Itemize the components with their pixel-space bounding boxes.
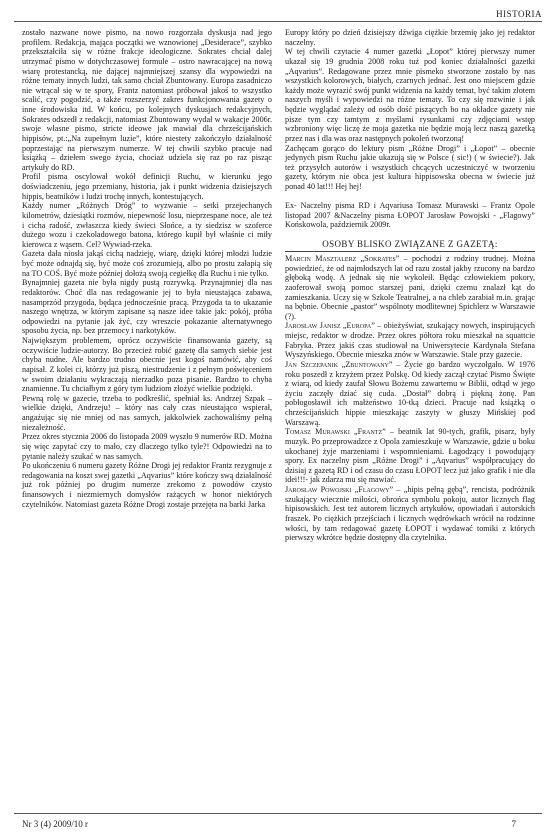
paragraph: zostało nazwane nowe pismo, na nowo rozgorzała dyskusja nad jego profilem. Redakcja, mająca początki we wznowionej „Desiderace”, szybko przekształciła się w różne frakcje ideologiczne. Sokrates chciał dalej utrzymać pismo w dotychczasowej formule – ostro nawracającej na nową wiarę protestancką, nie dającej najmniejszej szansy dla wypowiedzi na różne tematy innych ludzi, tak samo chciał Zbuntowany. Europa zasadniczo nie wtrącał się w te spory, Frantz natomiast próbował jakoś to wszystko scalić, czy pogodzić, a także rozszerzyć zakres funkcjonowania gazety o inne środowiska itd. W końcu, po kolejnych dyskusjach redakcyjnych, Sokrates odszedł z redakcji, natomiast Zbuntowany wydał w wakacje 2006r. swoje własne pismo, stricte ideowe jak mawiał dla chrześcijańskich hippisów, pt.:„Na zupełnym luzie”, które niestety zakończyło działalność poprzestając na pierwszym numerze. W tej chwili szybko pracuje nad książką – dziełem swego życia, chociaż udziela się raz po raz pisząc artykuły do RD. — [22, 28, 272, 172]
paragraph: Europy który po dzień dzisiejszy dźwiga ciężkie brzemię jako jej redaktor naczelny. — [285, 28, 535, 47]
person-name: Tomasz Murawski „Frantz” — [285, 427, 386, 437]
person-name: Jarosław Janisz „Europa” — [285, 321, 375, 331]
paragraph: Profil pisma oscylował wokół definicji Ruchu, w kierunku jego doświadczeniu, jego przemiany, historia, jak i punkt widzenia dzisiejszych hippis, beatników i ludzi trochę innych, kontestujących. — [22, 172, 272, 201]
person-name: Marcin Masztalerz „Sokrates” — [285, 254, 400, 264]
person-entry — [285, 427, 535, 485]
person-entry — [285, 360, 535, 427]
person-description: – obieżyświat, szukający nowych, inspirujących miejsc, redaktor w drodze. Przez okres półtora roku mieszkał na squattcie Fabryka. Przez jakiś czas studiował na Uniwersytecie Kardynała Stefana Wyszyńskiego. Obecnie mieszka znów w Warszawie. Stale przy gazecie. — [285, 321, 535, 360]
person-entry — [285, 321, 535, 360]
section-label: HISTORIA — [496, 9, 542, 19]
paragraph: Pewną rolę w gazecie, trzeba to podkreślić, spełniał ks. Andrzej Szpak – wielkie dzięki, Andrzeju! – który nas cały czas nieustająco wspierał, angażując się nie mniej od nas samych, jakkolwiek zachowaliśmy pełną niezależność. — [22, 393, 272, 432]
top-divider — [14, 21, 542, 22]
person-description: – „hipis pełną gębą”, rencista, podróżnik szukający wiecznie miłości, obrońca symbolu pokoju, autor licznych flag hipisowskich. Jest też autorem licznych artykułów, opowiadań i autorskich fraszek. Po ciężkich przejściach i licznych wędrówkach wrócił na rodzinne włości, by tam redagować gazetę ŁOPOT i wydawać tomiki z których pierwszy wkrótce będzie dostępny dla czytelnika. — [285, 485, 535, 543]
bottom-divider — [14, 813, 542, 814]
person-entry — [285, 254, 535, 321]
paragraph: Gazeta dała niosła jakąś cichą nadzieję, wiarę, dzięki której młodzi ludzie być może odnajdą się, być może coś zrozumieją, albo po prostu załapią się na TO COŚ. Być może później dołożą swoją cegiełkę dla Ruchu i nie tylko. — [22, 249, 272, 278]
person-description: – Życie go bardzo wyczołgało. W 1976 roku poszedł z krzyżem przez Polskę. Od kiedy zaczął czytać Pismo Święte z wiarą, od kiedy zaufał Słowu Bożemu zawartemu w Biblii, odtąd w jego życiu zaczęły dziać się cuda. „Dostał” dobrą i piękną żonę. Pan pobłogosławił ich małżeństwo 10-tką dzieci. Pracuje nad książką o chrześcijańskich hippie mieszkając zaszyty w głuszy Mińskiej pod Warszawą. — [285, 359, 535, 427]
section-heading: OSOBY BLISKO ZWIĄZANE Z GAZETĄ: — [285, 239, 535, 252]
person-name: Jan Szczepanik „Zbuntowany” — [285, 359, 393, 369]
paragraph: Przez okres stycznia 2006 do listopada 2009 wyszło 9 numerów RD. Można się więc zapytać czy to mało, czy dlaczego tylko tyle?! Odpowiedzi na to pytanie należy szukać w nas samych. — [22, 432, 272, 461]
person-description: – beatnik lat 90-tych, grafik, pisarz, były muzyk. Po przeprowadzce z Opola zamieszkuje w Warszawie, gdzie u boku ukochanej żyje marzeniami i wspomnieniami. Łagodzący i powodujący spory. Ex naczelny pism „Różne Drogi” i „Aqvarius” współpracujący do dzisiaj z gazetą RD i od czasu do czasu ŁOPOT lecz już jako grafik i nie dla idei!!!- jak zdarza mu się mawiać. — [285, 427, 536, 485]
paragraph: Największym problemem, oprócz oczywiście finansowania gazety, są oczywiście ludzie-autorzy. Bo przecież robić gazetę dla samych siebie jest chyba nudne. Ale bardzo trudno obecnie jest kogoś namówić, aby coś napisał. Z kolei ci, którzy już piszą, niestrudzenie i z pełnym poświęceniem w swoim działaniu wykraczają nierzadko poza pisanie. Bardzo to chyba znamienne. Tu chciałbym z góry tym ludziom złożyć wielkie podzięki. — [22, 336, 272, 394]
article-column-left — [22, 28, 272, 509]
paragraph: W tej chwili czytacie 4 numer gazetki „Łopot” której pierwszy numer ukazał się 19 grudnia 2008 roku tuż pod koniec działalności gazetki „Aqvarius”. Redagowane przez mnie pismeko stworzone zostało by nas wszystkich kolorowych, białych, czarnych jednać. Jest ono miejscem gdzie każdy może wyrazić swój punkt widzenia na każdy temat, być takim złotem naszych myśli i wypowiedzi na różne tematy. To czy się rozwinie i jak będzie wyglądać zależy od osób dość piszących bo na okładce gazety nie pisze tym czy tamtym z myślami rysunkami czy zdjęciami wstęp wzbroniony więc liczę że moja gazetka nie będzie moją lecz naszą gazetką przez nas i dla was oraz następnych pokoleń tworzoną! — [285, 47, 535, 143]
page-number: 7 — [511, 819, 516, 829]
paragraph: Zachęcam gorąco do lektury pism „Różne Drogi” i „Łopot” – obecnie jedynych pism Ruchu jakie ukazują się w Polsce ( sic!) ( w świecie?). Jak też przysyłch autorów i wszystkich chcących uczestniczyć w tworzeniu gazety, którym nie obca jest kultura hippisowska obecna w świecie już ponad 40 lat!!! Hej hej! — [285, 143, 535, 191]
paragraph: Po ukończeniu 6 numeru gazety Różne Drogi jej redaktor Frantz rezygnuje z redagowania na koszt swej gazetki „Aqvarius” które kończy swą działalność już rok później po drugim numerze zrekomo z powodów czysto finansowych i niezmiernych domysłów rażących w honor niektórych czytelników. Natomiast gazeta Różne Drogi zostaje przejęta na barki Jarka — [22, 461, 272, 509]
person-entry — [285, 485, 535, 543]
person-description: – pochodzi z rodziny trudnej. Można powiedzieć, że od najmłodszych lat od razu został jakby rzucony na bardzo głęboką wodę. A jednak się nie wykoleił. Będąc człowiekiem pokory, zaoferował swoją pomoc starszej pani, dzięki czemu znalazł kąt do zamieszkania. Uczy się w Szkole Teatralnej, a na chleb zarabiał m.in. grając na bębnie. Obecnie „pastor” wspólnoty modlitewnej Spichlerz w Warszawie (?). — [285, 254, 536, 321]
signature-paragraph: Ex- Naczelny pisma RD i Aqvariusa Tomasz Murawski – Frantz Opole listopad 2007 &Naczelny pisma ŁOPOT Jarosław Powojski - „Flagowy” Końskowola, październik 2009r. — [285, 201, 535, 230]
paragraph: Każdy numer „Różnych Dróg” to wyzwanie – setki przejechanych kilometrów, dziesiątki rozmów, niepewność losu, nieprzespane noce, ale też i cicha radość, zwłaszcza kiedy świeci Słońce, a ty siedzisz w szoferce dużego wozu i czekoladowego batona, którego kupił był właśnie ci miły kierowca z wąsem. Cel? Wywiad-rzeka. — [22, 201, 272, 249]
article-column-right — [285, 28, 535, 543]
person-name: Jarosław Powojski „Flagowy” — [285, 485, 394, 495]
paragraph: Bynajmniej gazeta nie była nigdy pustą rozrywką. Przynajmniej dla nas redaktorów. Choć dla nas redagowanie jej to była nieustająca zabawa, nasamprzód przygoda, będąca jednocześnie pracą. Przygoda ta to ukazanie naszego wnętrza, w którym zapisane są nasze idee takie jak: pokój, próba odpowiedzi na pytanie jak żyć, czy wreszcie pokazanie alternatywnego sposobu życia, np. bez przemocy i narkotyków. — [22, 278, 272, 336]
issue-number: Nr 3 (4) 2009/10 r — [22, 819, 88, 829]
